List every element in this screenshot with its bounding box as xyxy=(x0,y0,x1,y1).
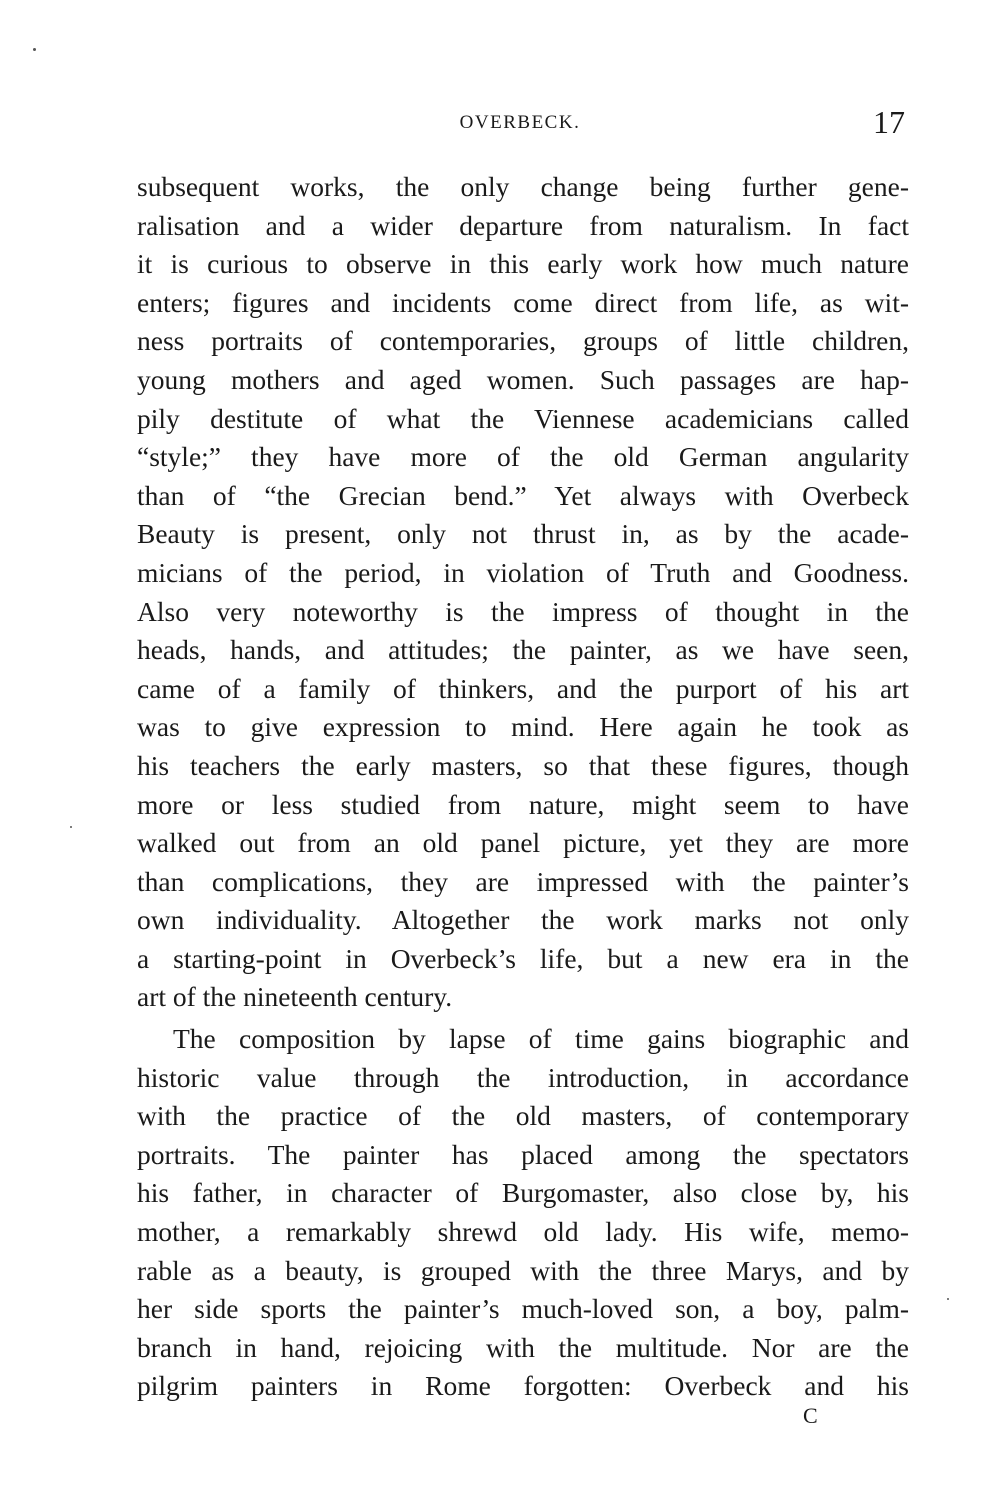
text-line: micians of the period, in violation of Truth and Goodness. xyxy=(137,556,909,588)
text-line: subsequent works, the only change being further gene- xyxy=(137,171,909,202)
text-line: than complications, they are impressed with the painter’s xyxy=(137,865,909,897)
text-line: her side sports the painter’s much-loved son, a boy, palm- xyxy=(137,1293,909,1325)
text-line: own individuality. Altogether the work marks not only xyxy=(137,904,909,936)
text-line: portraits. The painter has placed among the spectators xyxy=(137,1138,909,1170)
running-title: OVERBECK. xyxy=(459,112,581,133)
text-line: a starting-point in Overbeck’s life, but a new era in the xyxy=(137,942,909,974)
text-line: walked out from an old panel picture, yet they are more xyxy=(137,827,909,859)
text-line: than of “the Grecian bend.” Yet always with Overbeck xyxy=(137,479,909,511)
text-line: branch in hand, rejoicing with the multitude. Nor are the xyxy=(137,1331,909,1363)
paper-speck xyxy=(33,48,36,51)
text-line: came of a family of thinkers, and the purport of his art xyxy=(137,672,909,704)
text-line: mother, a remarkably shrewd old lady. His wife, memo- xyxy=(137,1216,909,1248)
text-line: it is curious to observe in this early work how much nature xyxy=(137,248,909,280)
text-line: “style;” they have more of the old German angularity xyxy=(137,441,909,473)
text-line: his teachers the early masters, so that these figures, though xyxy=(137,749,909,781)
text-line: heads, hands, and attitudes; the painter, as we have seen, xyxy=(137,634,909,666)
text-line: his father, in character of Burgomaster, also close by, his xyxy=(137,1177,909,1209)
paragraph-last-line: art of the nineteenth century. xyxy=(137,981,453,1013)
text-line: young mothers and aged women. Such passages are hap- xyxy=(137,363,909,395)
running-head xyxy=(0,104,1000,144)
text-line: was to give expression to mind. Here again he took as xyxy=(137,711,909,743)
paper-speck xyxy=(70,826,72,828)
text-line: pily destitute of what the Viennese academicians called xyxy=(137,402,909,434)
text-line: pilgrim painters in Rome forgotten: Overbeck and his xyxy=(137,1370,909,1402)
signature-mark: C xyxy=(803,1403,818,1428)
text-line: with the practice of the old masters, of contemporary xyxy=(137,1100,909,1132)
paper-speck xyxy=(947,1298,949,1300)
text-line: rable as a beauty, is grouped with the three Marys, and by xyxy=(137,1254,909,1286)
body-text xyxy=(137,168,909,1406)
page-number: 17 xyxy=(873,104,905,140)
text-line: historic value through the introduction, in accordance xyxy=(137,1061,909,1093)
text-line: Also very noteworthy is the impress of thought in the xyxy=(137,595,909,627)
text-line: enters; figures and incidents come direct from life, as wit- xyxy=(137,286,909,318)
text-line: ness portraits of contemporaries, groups of little children, xyxy=(137,325,909,357)
text-line: Beauty is present, only not thrust in, as by the acade- xyxy=(137,518,909,550)
text-line: more or less studied from nature, might seem to have xyxy=(137,788,909,820)
paragraph-first-line: The composition by lapse of time gains biographic and xyxy=(173,1023,909,1055)
text-line: ralisation and a wider departure from naturalism. In fact xyxy=(137,209,909,241)
